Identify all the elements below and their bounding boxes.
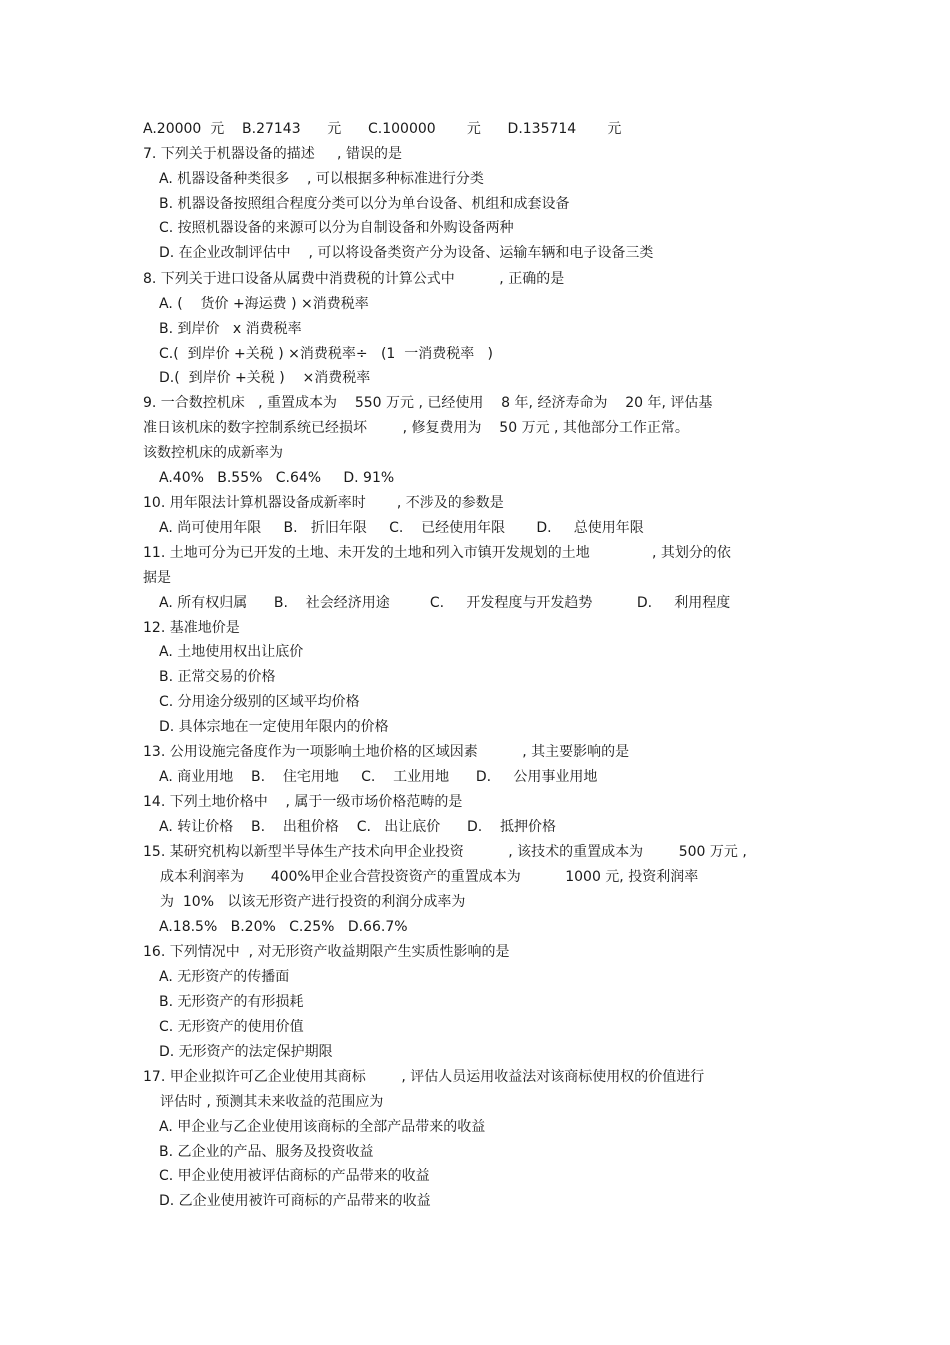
- q12-option-c: C. 分用途分级别的区域平均价格: [159, 694, 360, 710]
- q16-option-a: A. 无形资产的传播面: [159, 969, 290, 985]
- q7-option-b: B. 机器设备按照组合程度分类可以分为单台设备、机组和成套设备: [159, 196, 570, 212]
- q12-option-a: A. 土地使用权出让底价: [159, 644, 304, 660]
- q10-stem: 10. 用年限法计算机器设备成新率时 , 不涉及的参数是: [143, 495, 504, 511]
- q16-option-b: B. 无形资产的有形损耗: [159, 994, 304, 1010]
- q17-option-c: C. 甲企业使用被评估商标的产品带来的收益: [159, 1168, 430, 1184]
- q14-options: A. 转让价格 B. 出租价格 C. 出让底价 D. 抵押价格: [159, 819, 556, 835]
- q7-option-d: D. 在企业改制评估中 , 可以将设备类资产分为设备、运输车辆和电子设备三类: [159, 245, 654, 261]
- q16-option-c: C. 无形资产的使用价值: [159, 1019, 304, 1035]
- q12-stem: 12. 基准地价是: [143, 620, 240, 636]
- q13-options: A. 商业用地 B. 住宅用地 C. 工业用地 D. 公用事业用地: [159, 769, 598, 785]
- q9-stem-line1: 9. 一合数控机床 , 重置成本为 550 万元 , 已经使用 8 年, 经济寿命为 20 年, 评估基: [143, 395, 713, 411]
- q17-option-b: B. 乙企业的产品、服务及投资收益: [159, 1144, 374, 1160]
- q8-option-a: A. ( 货价 +海运费 ) ×消费税率: [159, 296, 369, 312]
- q8-stem: 8. 下列关于进口设备从属费中消费税的计算公式中 , 正确的是: [143, 271, 565, 287]
- q8-option-b: B. 到岸价 x 消费税率: [159, 321, 302, 337]
- q12-option-d: D. 具体宗地在一定使用年限内的价格: [159, 719, 389, 735]
- q7-stem: 7. 下列关于机器设备的描述 , 错误的是: [143, 146, 402, 162]
- q10-options: A. 尚可使用年限 B. 折旧年限 C. 已经使用年限 D. 总使用年限: [159, 520, 644, 536]
- q11-options: A. 所有权归属 B. 社会经济用途 C. 开发程度与开发趋势 D. 利用程度: [159, 595, 731, 611]
- q9-options: A.40% B.55% C.64% D. 91%: [159, 470, 395, 486]
- q13-stem: 13. 公用设施完备度作为一项影响土地价格的区域因素 , 其主要影响的是: [143, 744, 630, 760]
- q9-stem-line2: 准日该机床的数字控制系统已经损坏 , 修复费用为 50 万元 , 其他部分工作正常。: [143, 420, 689, 436]
- q11-stem-line1: 11. 土地可分为已开发的土地、未开发的土地和列入市镇开发规划的土地 , 其划分的依: [143, 545, 731, 561]
- q15-options: A.18.5% B.20% C.25% D.66.7%: [159, 919, 408, 935]
- q12-option-b: B. 正常交易的价格: [159, 669, 276, 685]
- q17-option-d: D. 乙企业使用被许可商标的产品带来的收益: [159, 1193, 431, 1209]
- q17-stem-line1: 17. 甲企业拟许可乙企业使用其商标 , 评估人员运用收益法对该商标使用权的价值进行: [143, 1069, 705, 1085]
- q8-option-d: D.( 到岸价 +关税 ) ×消费税率: [159, 370, 371, 386]
- q15-stem-line1: 15. 某研究机构以新型半导体生产技术向甲企业投资 , 该技术的重置成本为 500 万元 ,: [143, 844, 747, 860]
- q15-stem-line2: 成本利润率为 400%甲企业合营投资资产的重置成本为 1000 元, 投资利润率: [160, 869, 699, 885]
- q7-option-a: A. 机器设备种类很多 , 可以根据多种标准进行分类: [159, 171, 484, 187]
- q17-stem-line2: 评估时 , 预测其未来收益的范围应为: [160, 1094, 384, 1110]
- q8-option-c: C.( 到岸价 +关税 ) ×消费税率÷ (1 一消费税率 ): [159, 346, 494, 362]
- q15-stem-line3: 为 10% 以该无形资产进行投资的利润分成率为: [160, 894, 466, 910]
- q16-option-d: D. 无形资产的法定保护期限: [159, 1044, 333, 1060]
- q11-stem-line2: 据是: [143, 570, 171, 586]
- q17-option-a: A. 甲企业与乙企业使用该商标的全部产品带来的收益: [159, 1119, 486, 1135]
- q7-option-c: C. 按照机器设备的来源可以分为自制设备和外购设备两种: [159, 220, 514, 236]
- q9-stem-line3: 该数控机床的成新率为: [143, 445, 283, 461]
- q16-stem: 16. 下列情况中 , 对无形资产收益期限产生实质性影响的是: [143, 944, 510, 960]
- q14-stem: 14. 下列土地价格中 , 属于一级市场价格范畴的是: [143, 794, 463, 810]
- q6-options: A.20000 元 B.27143 元 C.100000 元 D.135714 元: [143, 121, 622, 137]
